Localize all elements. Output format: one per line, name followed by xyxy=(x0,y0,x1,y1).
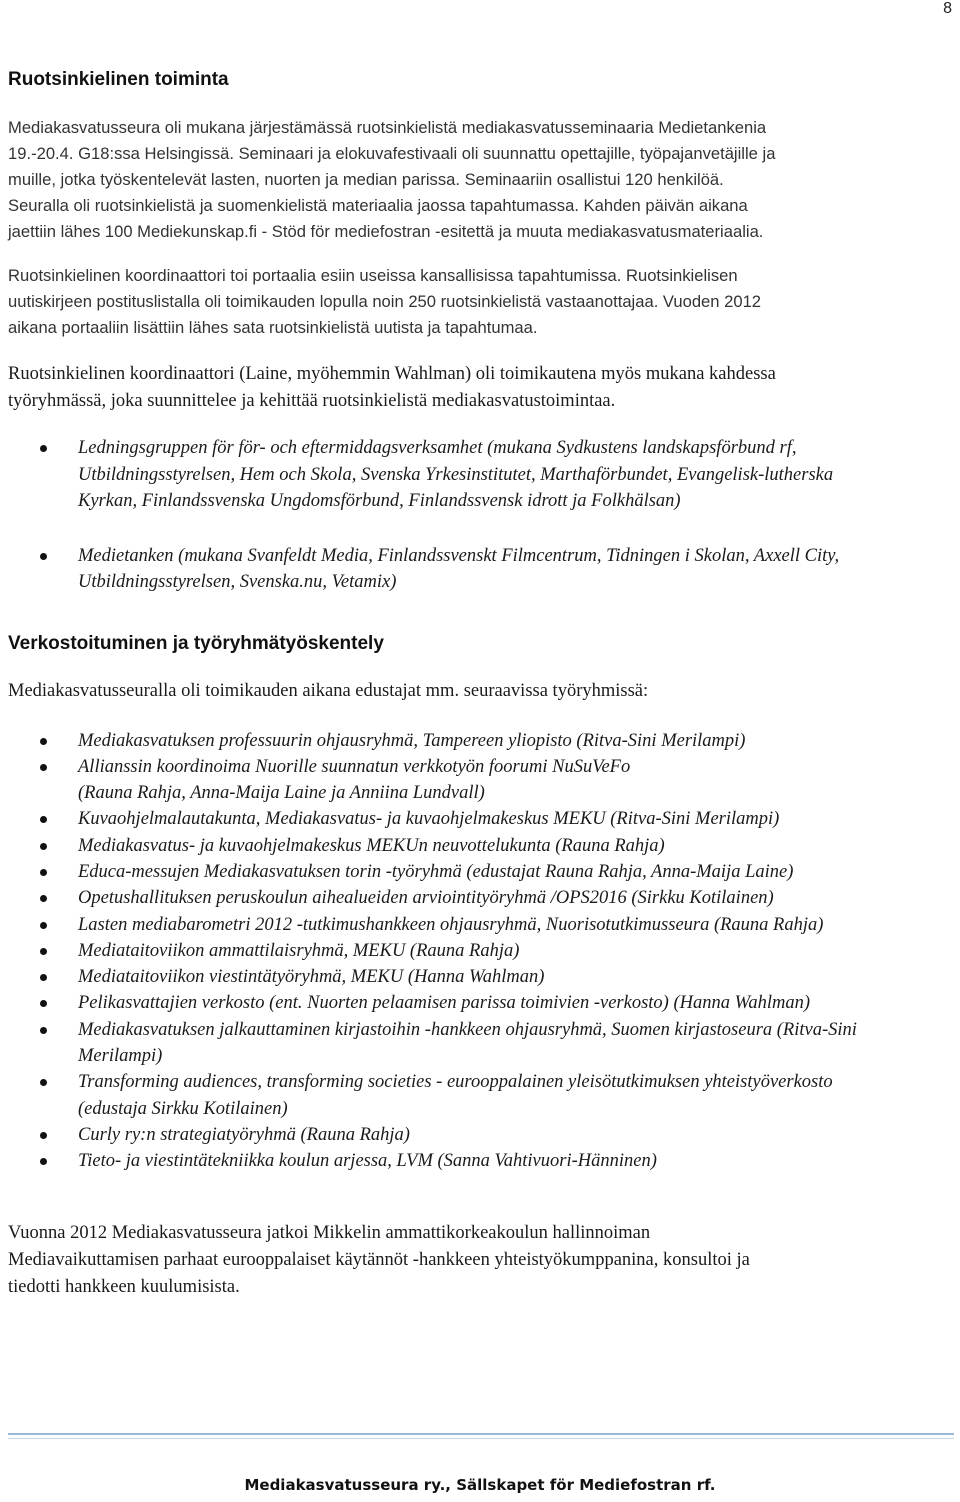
list-item xyxy=(8,964,954,990)
bullet-icon xyxy=(40,764,47,771)
bullet-icon xyxy=(40,1000,47,1007)
text-line: Utbildningsstyrelsen, Hem och Skola, Svenska Yrkesinstitutet, Marthaförbundet, Evangelisk-lutherska xyxy=(78,464,834,485)
swedish-workgroup-list xyxy=(8,435,954,596)
text-line: uutiskirjeen postituslistalla oli toimikauden lopulla noin 250 ruotsinkielistä vastaanottajaa. Vuoden 2012 xyxy=(8,292,762,311)
bullet-icon xyxy=(40,895,47,902)
text-line: Opetushallituksen peruskoulun aihealueiden arviointityöryhmä /OPS2016 (Sirkku Kotilainen) xyxy=(78,888,774,909)
bullet-icon xyxy=(40,1079,47,1086)
list-item xyxy=(8,885,954,911)
list-item xyxy=(8,859,954,885)
bullet-icon xyxy=(40,1158,47,1165)
text-line: muille, jotka työskentelevät lasten, nuorten ja median parissa. Seminaariin osallistui 120 henkilöä. xyxy=(8,170,724,189)
page-number: 8 xyxy=(943,0,952,17)
paragraph-mamk-project xyxy=(8,1220,954,1301)
document-body xyxy=(8,66,954,1301)
footer-organization: Mediakasvatusseura ry., Sällskapet för Mediefostran rf. xyxy=(244,1476,716,1494)
paragraph-coordinator-workgroups xyxy=(8,361,954,415)
list-item xyxy=(8,806,954,832)
text-line: Mediataitoviikon viestintätyöryhmä, MEKU (Hanna Wahlman) xyxy=(78,967,545,988)
text-line: Mediakasvatus- ja kuvaohjelmakeskus MEKUn neuvottelukunta (Rauna Rahja) xyxy=(78,835,665,856)
text-line: Pelikasvattajien verkosto (ent. Nuorten pelaamisen parissa toimivien -verkosto) (Hanna Wahlman) xyxy=(78,993,810,1014)
bullet-icon xyxy=(40,922,47,929)
text-line: Utbildningsstyrelsen, Svenska.nu, Vetamix) xyxy=(78,572,397,592)
text-line: Ruotsinkielinen koordinaattori (Laine, myöhemmin Wahlman) oli toimikautena myös mukana kahdessa xyxy=(8,364,776,384)
footer-divider xyxy=(8,1433,954,1439)
text-line: Kuvaohjelmalautakunta, Mediakasvatus- ja kuvaohjelmakeskus MEKU (Ritva-Sini Merilampi) xyxy=(78,809,780,830)
list-item xyxy=(8,1148,954,1174)
text-line: Lasten mediabarometri 2012 -tutkimushankkeen ohjausryhmä, Nuorisotutkimusseura (Rauna Rahja) xyxy=(78,914,824,935)
text-line: Allianssin koordinoima Nuorille suunnatun verkkotyön foorumi NuSuVeFo xyxy=(78,756,631,777)
paragraph-coordinator-portal xyxy=(8,263,954,341)
bullet-icon xyxy=(40,869,47,876)
text-line: tiedotti hankkeen kuulumisista. xyxy=(8,1276,240,1297)
text-line: Medietanken (mukana Svanfeldt Media, Finlandssvenskt Filmcentrum, Tidningen i Skolan, Axxell City, xyxy=(78,545,840,566)
text-line: jaettiin lähes 100 Mediekunskap.fi - Stöd för mediefostran -esitettä ja muuta mediakasvatusmateriaalia. xyxy=(8,222,764,241)
list-item xyxy=(8,543,954,596)
text-line: Tieto- ja viestintätekniikka koulun arjessa, LVM (Sanna Vahtivuori-Hänninen) xyxy=(78,1151,657,1172)
list-item xyxy=(8,1069,954,1122)
bullet-icon xyxy=(40,445,47,452)
paragraph-networking-intro: Mediakasvatusseuralla oli toimikauden aikana edustajat mm. seuraavissa työryhmissä: xyxy=(8,680,649,701)
text-line: Mediakasvatusseura oli mukana järjestämässä ruotsinkielistä mediakasvatusseminaaria Medietankenia xyxy=(8,118,767,137)
text-line: työryhmässä, joka suunnittelee ja kehittää ruotsinkielistä mediakasvatustoimintaa. xyxy=(8,391,616,411)
text-line: Ruotsinkielinen koordinaattori toi portaalia esiin useissa kansallisissa tapahtumissa. Ruotsinkielisen xyxy=(8,266,738,285)
bullet-icon xyxy=(40,816,47,823)
text-line: Ledningsgruppen för för- och eftermiddagsverksamhet (mukana Sydkustens landskapsförbund rf, xyxy=(78,438,797,458)
bullet-icon xyxy=(40,974,47,981)
list-item xyxy=(8,1017,954,1070)
bullet-icon xyxy=(40,948,47,955)
text-line: Merilampi) xyxy=(78,1046,163,1067)
workgroup-list xyxy=(8,728,954,1175)
text-line: 19.-20.4. G18:ssa Helsingissä. Seminaari ja elokuvafestivaali oli suunnattu opettajille, työpajanvetäjille ja xyxy=(8,144,776,163)
list-item xyxy=(8,754,954,807)
list-item xyxy=(8,833,954,859)
text-line: Kyrkan, Finlandssvenska Ungdomsförbund, Finlandssvensk idrott ja Folkhälsan) xyxy=(78,491,681,511)
text-line: (Rauna Rahja, Anna-Maija Laine ja Anniina Lundvall) xyxy=(78,783,485,804)
bullet-icon xyxy=(40,1027,47,1034)
list-item xyxy=(8,912,954,938)
section-heading-swedish-activity: Ruotsinkielinen toiminta xyxy=(8,69,229,90)
text-line: Vuonna 2012 Mediakasvatusseura jatkoi Mikkelin ammattikorkeakoulun hallinnoiman xyxy=(8,1222,651,1243)
text-line: Mediataitoviikon ammattilaisryhmä, MEKU (Rauna Rahja) xyxy=(78,940,520,961)
list-item xyxy=(8,938,954,964)
text-line: aikana portaaliin lisättiin lähes sata ruotsinkielistä uutista ja tapahtumaa. xyxy=(8,318,538,337)
list-item xyxy=(8,728,954,754)
text-line: (edustaja Sirkku Kotilainen) xyxy=(78,1098,288,1119)
list-item xyxy=(8,1122,954,1148)
bullet-icon xyxy=(40,843,47,850)
list-item xyxy=(8,435,954,515)
bullet-icon xyxy=(40,553,47,560)
text-line: Curly ry:n strategiatyöryhmä (Rauna Rahja) xyxy=(78,1124,410,1145)
text-line: Mediakasvatuksen jalkauttaminen kirjastoihin -hankkeen ohjausryhmä, Suomen kirjastoseura (Ritva-Sini xyxy=(78,1019,857,1040)
bullet-icon xyxy=(40,1132,47,1139)
paragraph-seminar xyxy=(8,115,954,245)
text-line: Mediakasvatuksen professuurin ohjausryhmä, Tampereen yliopisto (Ritva-Sini Merilampi) xyxy=(78,730,746,751)
section-heading-networking: Verkostoituminen ja työryhmätyöskentely xyxy=(8,632,384,654)
text-line: Educa-messujen Mediakasvatuksen torin -työryhmä (edustajat Rauna Rahja, Anna-Maija Laine) xyxy=(78,861,794,882)
text-line: Mediavaikuttamisen parhaat eurooppalaiset käytännöt -hankkeen yhteistyökumppanina, konsultoi ja xyxy=(8,1249,750,1270)
text-line: Seuralla oli ruotsinkielistä ja suomenkielistä materiaalia jaossa tapahtumassa. Kahden päivän aikana xyxy=(8,196,748,215)
bullet-icon xyxy=(40,738,47,745)
list-item xyxy=(8,990,954,1016)
text-line: Transforming audiences, transforming societies - eurooppalainen yleisötutkimuksen yhteistyöverkosto xyxy=(78,1072,833,1093)
